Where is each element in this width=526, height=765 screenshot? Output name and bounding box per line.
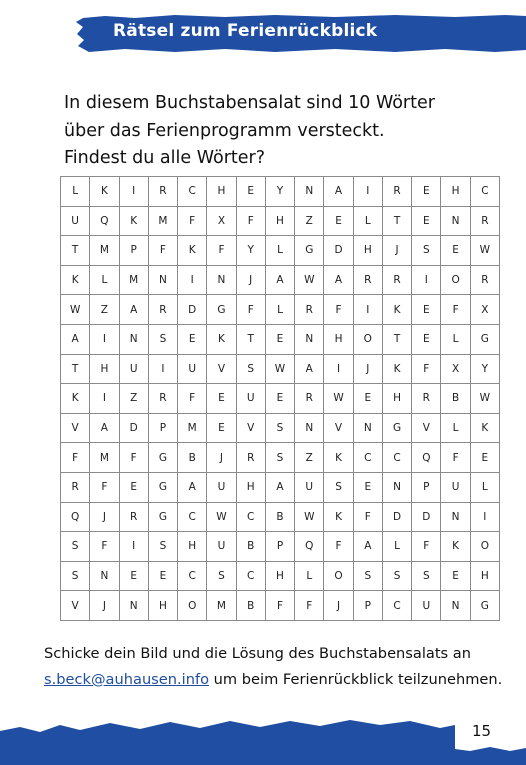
grid-cell: M [178,413,207,443]
grid-cell: L [353,206,382,236]
grid-cell: F [324,532,353,562]
grid-cell: I [90,324,119,354]
grid-cell: P [412,472,441,502]
grid-row [61,265,500,295]
grid-cell: R [353,265,382,295]
grid-cell: K [61,265,90,295]
grid-cell: V [61,413,90,443]
grid-cell: I [324,354,353,384]
grid-cell: G [382,413,411,443]
grid-row [61,502,500,532]
grid-cell: W [324,384,353,414]
grid-cell: H [382,384,411,414]
grid-cell: N [119,324,148,354]
grid-cell: H [236,472,265,502]
grid-cell: G [207,295,236,325]
grid-cell: W [295,265,324,295]
footer-line-2 [44,667,524,693]
grid-cell: U [441,472,470,502]
grid-cell: Z [90,295,119,325]
grid-cell: R [148,177,177,207]
grid-cell: R [61,472,90,502]
footer-text [44,641,524,693]
grid-cell: F [265,591,294,621]
grid-row [61,413,500,443]
grid-cell: E [470,443,499,473]
grid-cell: O [441,265,470,295]
grid-cell: N [353,413,382,443]
grid-cell: G [148,472,177,502]
grid-cell: U [207,472,236,502]
grid-cell: W [470,236,499,266]
grid-cell: F [178,384,207,414]
grid-cell: V [412,413,441,443]
grid-cell: G [470,324,499,354]
grid-cell: L [265,295,294,325]
grid-cell: H [470,561,499,591]
grid-cell: R [148,384,177,414]
grid-cell: S [382,561,411,591]
grid-cell: H [265,561,294,591]
grid-cell: E [412,324,441,354]
grid-cell: L [61,177,90,207]
grid-cell: O [353,324,382,354]
grid-cell: E [119,472,148,502]
grid-cell: E [441,236,470,266]
grid-cell: E [207,384,236,414]
grid-cell: F [61,443,90,473]
grid-cell: M [90,236,119,266]
grid-cell: I [412,265,441,295]
grid-cell: N [90,561,119,591]
grid-cell: E [207,413,236,443]
grid-cell: I [470,502,499,532]
grid-cell: S [324,472,353,502]
grid-cell: O [324,561,353,591]
grid-cell: U [61,206,90,236]
grid-cell: H [441,177,470,207]
grid-cell: E [236,177,265,207]
grid-cell: U [119,354,148,384]
grid-cell: R [295,384,324,414]
grid-cell: W [207,502,236,532]
grid-cell: L [382,532,411,562]
grid-cell: C [236,561,265,591]
grid-cell: C [382,591,411,621]
grid-cell: M [148,206,177,236]
grid-cell: N [207,265,236,295]
grid-cell: A [119,295,148,325]
grid-cell: R [295,295,324,325]
grid-cell: K [324,443,353,473]
grid-cell: A [265,472,294,502]
grid-cell: H [90,354,119,384]
intro-text [64,90,504,173]
grid-cell: R [148,295,177,325]
grid-cell: C [178,177,207,207]
grid-cell: U [178,354,207,384]
grid-cell: I [148,354,177,384]
grid-row [61,384,500,414]
grid-cell: G [470,591,499,621]
grid-cell: H [353,236,382,266]
grid-cell: N [295,413,324,443]
grid-cell: V [61,591,90,621]
grid-cell: N [441,206,470,236]
grid-cell: L [265,236,294,266]
grid-cell: J [207,443,236,473]
grid-cell: C [178,502,207,532]
grid-cell: Q [90,206,119,236]
grid-cell: R [412,384,441,414]
grid-cell: F [90,532,119,562]
grid-cell: T [382,206,411,236]
grid-row [61,472,500,502]
grid-cell: G [148,443,177,473]
grid-cell: A [295,354,324,384]
grid-cell: D [119,413,148,443]
grid-cell: J [324,591,353,621]
grid-cell: Z [119,384,148,414]
grid-row [61,591,500,621]
grid-cell: P [265,532,294,562]
grid-cell: D [178,295,207,325]
grid-cell: E [353,472,382,502]
grid-cell: A [61,324,90,354]
grid-cell: Q [61,502,90,532]
grid-cell: N [119,591,148,621]
grid-cell: V [324,413,353,443]
grid-cell: U [412,591,441,621]
grid-cell: F [119,443,148,473]
grid-cell: X [470,295,499,325]
grid-cell: T [61,236,90,266]
intro-line-3: Findest du alle Wörter? [64,148,265,168]
grid-cell: W [61,295,90,325]
grid-cell: R [470,206,499,236]
grid-cell: F [412,354,441,384]
grid-cell: P [353,591,382,621]
footer-line-2-rest: um beim Ferienrückblick teilzunehmen. [209,671,503,688]
grid-cell: F [207,236,236,266]
grid-cell: T [61,354,90,384]
grid-cell: B [236,591,265,621]
grid-cell: D [324,236,353,266]
grid-cell: K [382,354,411,384]
grid-row [61,532,500,562]
grid-cell: B [236,532,265,562]
grid-cell: J [90,591,119,621]
grid-cell: E [412,177,441,207]
grid-cell: R [236,443,265,473]
grid-row [61,561,500,591]
grid-cell: S [412,236,441,266]
grid-cell: A [265,265,294,295]
grid-cell: I [90,384,119,414]
grid-cell: E [324,206,353,236]
grid-cell: W [265,354,294,384]
grid-cell: H [207,177,236,207]
grid-cell: H [148,591,177,621]
grid-cell: H [178,532,207,562]
grid-cell: A [324,265,353,295]
footer-line-1: Schicke dein Bild und die Lösung des Buchstabensalats an [44,645,471,662]
grid-cell: M [207,591,236,621]
grid-cell: M [119,265,148,295]
grid-cell: B [441,384,470,414]
grid-cell: H [324,324,353,354]
grid-cell: K [119,206,148,236]
grid-cell: X [441,354,470,384]
grid-cell: K [441,532,470,562]
grid-cell: E [441,561,470,591]
grid-cell: G [295,236,324,266]
grid-cell: A [324,177,353,207]
grid-cell: K [178,236,207,266]
grid-cell: Y [470,354,499,384]
grid-row [61,177,500,207]
grid-cell: F [236,295,265,325]
grid-cell: F [236,206,265,236]
grid-cell: S [148,324,177,354]
grid-cell: E [119,561,148,591]
grid-cell: T [236,324,265,354]
grid-cell: S [148,532,177,562]
grid-cell: F [148,236,177,266]
grid-cell: A [178,472,207,502]
grid-cell: U [207,532,236,562]
grid-cell: I [119,532,148,562]
grid-cell: S [61,561,90,591]
grid-row [61,236,500,266]
page-number: 15 [472,722,492,740]
grid-row [61,324,500,354]
grid-row [61,206,500,236]
grid-cell: Y [236,236,265,266]
grid-cell: U [236,384,265,414]
grid-row [61,295,500,325]
grid-cell: C [178,561,207,591]
grid-cell: A [353,532,382,562]
grid-cell: O [470,532,499,562]
grid-cell: C [236,502,265,532]
grid-cell: Z [295,443,324,473]
grid-cell: J [353,354,382,384]
grid-cell: S [265,443,294,473]
grid-cell: K [382,295,411,325]
grid-cell: Y [265,177,294,207]
grid-cell: C [470,177,499,207]
grid-cell: F [441,443,470,473]
grid-cell: K [324,502,353,532]
grid-cell: F [353,502,382,532]
grid-cell: P [148,413,177,443]
grid-cell: J [236,265,265,295]
grid-cell: S [61,532,90,562]
grid-cell: R [382,177,411,207]
grid-cell: E [178,324,207,354]
grid-cell: C [353,443,382,473]
grid-cell: K [90,177,119,207]
grid-cell: V [207,354,236,384]
grid-cell: U [295,472,324,502]
grid-cell: K [61,384,90,414]
grid-cell: O [178,591,207,621]
grid-cell: C [382,443,411,473]
grid-cell: D [412,502,441,532]
grid-cell: N [148,265,177,295]
grid-cell: T [382,324,411,354]
grid-cell: B [265,502,294,532]
grid-row [61,354,500,384]
grid-cell: W [470,384,499,414]
intro-line-2: über das Ferienprogramm versteckt. [64,120,385,141]
grid-cell: L [441,413,470,443]
grid-cell: E [412,206,441,236]
grid-cell: Z [295,206,324,236]
grid-row [61,443,500,473]
grid-cell: E [353,384,382,414]
grid-cell: S [353,561,382,591]
grid-cell: M [90,443,119,473]
grid-cell: G [148,502,177,532]
grid-cell: F [295,591,324,621]
grid-cell: S [207,561,236,591]
grid-cell: X [207,206,236,236]
grid-cell: L [90,265,119,295]
grid-cell: I [353,295,382,325]
grid-cell: S [412,561,441,591]
grid-cell: Q [412,443,441,473]
grid-cell: F [412,532,441,562]
grid-cell: S [265,413,294,443]
grid-cell: N [295,177,324,207]
intro-line-1: In diesem Buchstabensalat sind 10 Wörter [64,93,435,113]
grid-cell: R [119,502,148,532]
grid-cell: L [470,472,499,502]
grid-cell: S [236,354,265,384]
grid-cell: R [470,265,499,295]
word-search-grid [60,176,500,621]
grid-cell: K [207,324,236,354]
header-banner [75,12,526,54]
grid-cell: K [470,413,499,443]
grid-cell: E [265,384,294,414]
grid-cell: J [90,502,119,532]
grid-cell: W [295,502,324,532]
grid-cell: N [295,324,324,354]
page-title: Rätsel zum Ferienrückblick [113,21,378,41]
grid-cell: E [412,295,441,325]
grid-cell: I [353,177,382,207]
bottom-wave-decoration [0,705,526,765]
email-link[interactable]: s.beck@auhausen.info [44,671,210,688]
grid-cell: D [382,502,411,532]
grid-cell: Q [295,532,324,562]
grid-cell: I [178,265,207,295]
grid-cell: R [382,265,411,295]
grid-cell: L [441,324,470,354]
grid-cell: I [119,177,148,207]
grid-cell: N [441,502,470,532]
grid-cell: F [441,295,470,325]
grid-cell: N [441,591,470,621]
grid-cell: V [236,413,265,443]
grid-cell: N [382,472,411,502]
grid-cell: F [178,206,207,236]
grid-cell: L [295,561,324,591]
grid-cell: F [90,472,119,502]
grid-cell: A [90,413,119,443]
grid-cell: E [265,324,294,354]
grid-cell: H [265,206,294,236]
grid-cell: J [382,236,411,266]
grid-cell: B [178,443,207,473]
grid-cell: P [119,236,148,266]
grid-cell: F [324,295,353,325]
grid-cell: E [148,561,177,591]
